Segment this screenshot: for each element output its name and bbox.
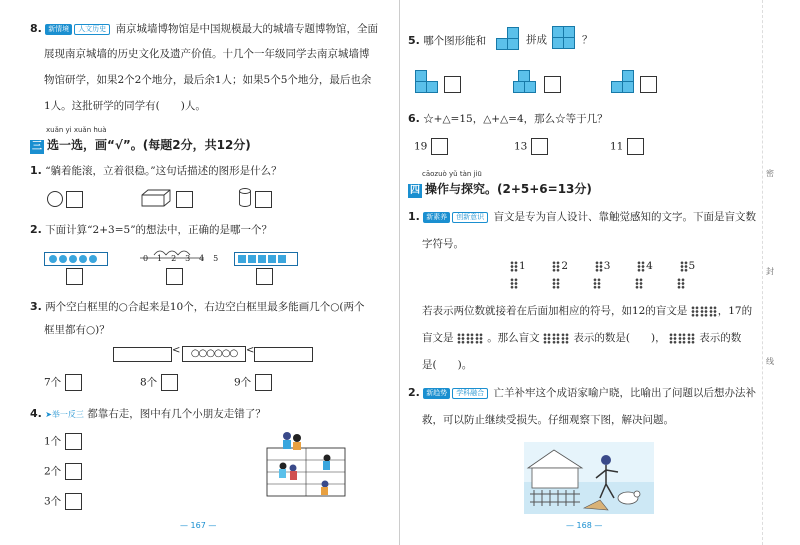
- braille-icon: [552, 261, 560, 272]
- braille-icon: [637, 261, 645, 272]
- q5-text-a: 哪个图形能和: [423, 35, 487, 47]
- question-number: 3.: [30, 300, 42, 313]
- section-3-title: 选一选，画“√”。(每题2分，共12分): [47, 138, 251, 152]
- q3-option-3: [234, 374, 272, 392]
- q4-option-label: 3个: [44, 495, 62, 508]
- braille-icon: [510, 261, 518, 272]
- section-4-number: 四: [410, 185, 420, 196]
- braille-icon: [552, 333, 560, 344]
- q4-answer-box-1[interactable]: [65, 433, 82, 450]
- q1-text: “躺着能滚，立着很稳。”这句话描述的图形是什么？: [45, 165, 282, 177]
- tag-interdisciplinary: 学科融合: [452, 388, 488, 399]
- section-4-heading: [408, 180, 592, 198]
- braille-icon: [678, 333, 686, 344]
- braille-icon: [466, 333, 474, 344]
- r1-line-4b: 。那么盲文: [487, 332, 540, 344]
- q6-answer-box-1[interactable]: [431, 138, 448, 155]
- q5-answer-box-2[interactable]: [544, 76, 561, 93]
- braille-digit: 5: [688, 260, 696, 272]
- braille-icon: [680, 261, 688, 272]
- r1-line-3-text: 若表示两位数就接着在后面加相应的符号，如12的盲文是: [422, 305, 688, 317]
- q8-line-4[interactable]: 1人。这批研学的同学有( )人。: [44, 100, 206, 112]
- q6-text: ☆+△=15，△+△=4，那么☆等于几？: [423, 113, 608, 125]
- q4-option-1: [44, 433, 82, 451]
- sheep-pen-icon: [524, 442, 654, 514]
- question-6: [408, 110, 608, 128]
- section-3-pinyin: xuǎn yi xuǎn huà: [46, 126, 107, 134]
- seal-dashed-line: [762, 0, 763, 545]
- braille-icon: [669, 333, 677, 344]
- braille-digit: 4: [646, 260, 653, 272]
- braille-icon: [561, 333, 569, 344]
- section-3-number: 三: [32, 141, 42, 152]
- cylinder-icon: [238, 187, 252, 208]
- q8-line-3: 物馆研学，如果2个2个地分，最后余1人；如果5个5个地分，最后也余: [44, 74, 372, 86]
- q5-option-3-shape: [610, 68, 638, 94]
- q4-answer-box-3[interactable]: [65, 493, 82, 510]
- q6-option-label: 11: [610, 140, 624, 153]
- q6-answer-box-2[interactable]: [531, 138, 548, 155]
- q3-left-blank-frame[interactable]: [113, 347, 172, 362]
- q6-option-label: 19: [414, 140, 428, 153]
- r1-line-4-text: 盲文是: [422, 332, 454, 344]
- question-4: [30, 405, 266, 423]
- braille-icon: [593, 278, 601, 289]
- question-8: [30, 20, 378, 38]
- q1-answer-box-1[interactable]: [66, 191, 83, 208]
- stairs-illustration-icon: [265, 428, 347, 498]
- q2-answer-box-1[interactable]: [66, 268, 83, 285]
- q4-text: 都靠右走，图中有几个小朋友走错了？: [87, 408, 266, 420]
- braille-icon: [635, 278, 643, 289]
- q3-option-label: 7个: [44, 376, 62, 389]
- tag-new-context: 新情境: [45, 24, 72, 35]
- r1-line-3b: ，17的: [717, 305, 753, 317]
- q4-option-label: 1个: [44, 435, 62, 448]
- q3-answer-box-2[interactable]: [161, 374, 178, 391]
- right-page: [400, 0, 800, 545]
- q4-answer-box-2[interactable]: [65, 463, 82, 480]
- tag-new-trend: 新趋势: [423, 388, 450, 399]
- cuboid-icon: [140, 188, 172, 208]
- braille-digit-row: [510, 258, 695, 275]
- sheep-pen-illustration: [524, 442, 654, 518]
- braille-icon: [595, 261, 603, 272]
- question-number: 2.: [30, 223, 42, 236]
- section-3-heading: [30, 136, 251, 154]
- section-4-title: 操作与探究。(2+5+6=13分): [425, 182, 592, 196]
- question-2: [30, 221, 272, 239]
- braille-icon: [691, 306, 699, 317]
- q1-answer-box-2[interactable]: [176, 191, 193, 208]
- number-line-labels: 0 1 2 3 4 5: [143, 254, 222, 263]
- braille-icon: [677, 278, 685, 289]
- q5-given-shape: [494, 26, 524, 52]
- q4-option-2: [44, 463, 82, 481]
- q5-text-b: 拼成: [526, 34, 547, 46]
- braille-icon: [700, 306, 708, 317]
- q3-option-label: 9个: [234, 376, 252, 389]
- q5-target-cube: [550, 24, 580, 52]
- q6-answer-box-3[interactable]: [627, 138, 644, 155]
- q3-answer-box-1[interactable]: [65, 374, 82, 391]
- tag-history: 人文历史: [74, 24, 110, 35]
- stairs-children-illustration: [265, 428, 347, 502]
- q4-option-label: 2个: [44, 465, 62, 478]
- section-4-pinyin: cāozuò yǔ tàn jiū: [422, 170, 482, 178]
- q5-option-2-shape: [512, 68, 540, 94]
- q5-text-c: ？: [582, 34, 593, 46]
- q1-option-cuboid: [140, 188, 172, 212]
- question-number: 5.: [408, 34, 420, 47]
- braille-icon: [457, 333, 465, 344]
- page-number-right: — 168 —: [566, 521, 603, 530]
- q2-answer-box-3[interactable]: [256, 268, 273, 285]
- q1-option-sphere: [46, 190, 64, 212]
- r1-line-4: [422, 330, 741, 347]
- question-number: 8.: [30, 22, 42, 35]
- question-3: [30, 298, 364, 316]
- q1-answer-box-3[interactable]: [255, 191, 272, 208]
- braille-shadow-row: [510, 275, 686, 292]
- question-number: 2.: [408, 386, 420, 399]
- r1-line-1: 盲文是专为盲人设计、靠触觉感知的文字。下面是盲文数: [493, 211, 757, 223]
- tag-extend: ➤举一反三: [45, 410, 84, 419]
- question-number: 1.: [408, 210, 420, 223]
- q6-option-2: [514, 138, 548, 156]
- question-number: 4.: [30, 407, 42, 420]
- less-than-sign: <: [246, 345, 255, 356]
- q3-line-1: 两个空白框里的○合起来是10个，右边空白框里最多能画几个○(两个: [45, 301, 365, 313]
- q6-option-label: 13: [514, 140, 528, 153]
- tag-innovation: 创新意识: [452, 212, 488, 223]
- braille-icon: [552, 278, 560, 289]
- q8-line-2: 展现南京城墙的历史文化及遗产价值。十几个一年级同学去南京城墙博: [44, 48, 370, 60]
- q6-option-3: [610, 138, 644, 156]
- seal-line-char-1: 密: [766, 169, 774, 178]
- r1-line-5[interactable]: 是( )。: [422, 359, 473, 371]
- q3-right-blank-frame[interactable]: [254, 347, 313, 362]
- seal-line-char-3: 线: [766, 357, 774, 366]
- q3-option-2: [140, 374, 178, 392]
- q1-option-cylinder: [238, 187, 252, 212]
- q3-answer-box-3[interactable]: [255, 374, 272, 391]
- r1-line-4d: 表示的数: [699, 332, 742, 344]
- q3-option-1: [44, 374, 82, 392]
- question-r1: [408, 208, 756, 226]
- block-counter-icon: [234, 252, 298, 266]
- question-number: 6.: [408, 112, 420, 125]
- seal-line-char-2: 封: [766, 267, 774, 276]
- q5-answer-box-3[interactable]: [640, 76, 657, 93]
- tag-new-literacy: 新素养: [423, 212, 450, 223]
- question-number: 1.: [30, 164, 42, 177]
- r1-line-4c[interactable]: 表示的数是( )，: [573, 332, 666, 344]
- braille-icon: [687, 333, 695, 344]
- q8-line-1: 南京城墙博物馆是中国规模最大的城墙专题博物馆，全面: [115, 23, 379, 35]
- page-number-left: — 167 —: [180, 521, 217, 530]
- braille-digit: 3: [603, 260, 611, 272]
- braille-icon: [510, 278, 518, 289]
- braille-digit: 1: [519, 260, 526, 272]
- sphere-icon: [46, 190, 64, 208]
- q2-text: 下面计算“2+3=5”的想法中，正确的是哪一个？: [45, 224, 273, 236]
- q6-option-1: [414, 138, 448, 156]
- r1-line-3: [422, 303, 752, 320]
- bead-counter-icon: [44, 252, 108, 266]
- q5-option-1-shape: [414, 68, 440, 94]
- q3-option-label: 8个: [140, 376, 158, 389]
- braille-digit: 2: [561, 260, 569, 272]
- q3-line-2: 框里都有○)？: [44, 324, 110, 336]
- braille-icon: [475, 333, 483, 344]
- q2-answer-box-2[interactable]: [166, 268, 183, 285]
- q5-answer-box-1[interactable]: [444, 76, 461, 93]
- less-than-sign: <: [172, 345, 181, 356]
- question-5: [408, 32, 486, 50]
- question-r2: [408, 384, 756, 402]
- r2-line-1: 亡羊补牢这个成语家喻户晓，比喻出了问题以后想办法补: [493, 387, 757, 399]
- braille-icon: [543, 333, 551, 344]
- braille-icon: [709, 306, 717, 317]
- q3-circles-frame: ○○○○○○: [182, 346, 246, 362]
- r1-line-2: 字符号。: [422, 238, 464, 250]
- r2-line-2: 救，可以防止继续受损失。仔细观察下图，解决问题。: [422, 414, 674, 426]
- question-1: [30, 162, 282, 180]
- q4-option-3: [44, 493, 82, 511]
